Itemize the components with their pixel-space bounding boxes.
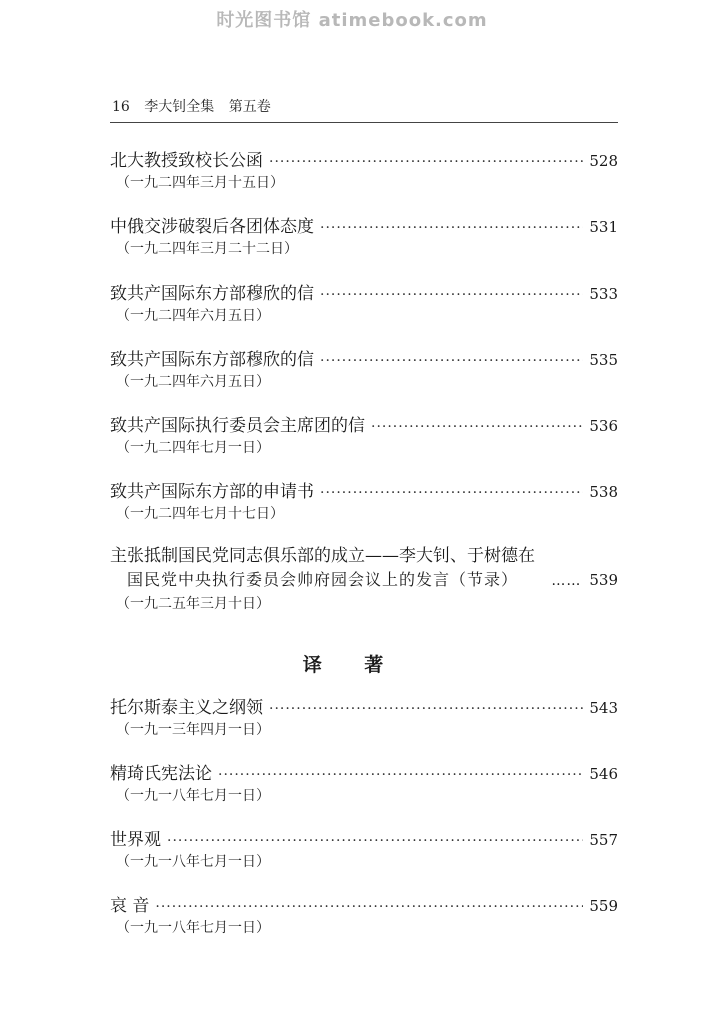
entry-title: 致共产国际东方部穆欣的信 (110, 284, 314, 304)
leader-dots (155, 899, 583, 915)
leader-dots: …… (551, 573, 582, 589)
header-rule (110, 122, 618, 123)
leader-dots (269, 701, 583, 717)
entry-page: 539 (589, 571, 618, 589)
entry-title: 北大教授致校长公函 (110, 151, 263, 171)
toc-entry (110, 477, 618, 525)
leader-dots (320, 353, 583, 369)
toc-entry (110, 541, 618, 615)
entry-date: （一九二四年六月五日） (116, 374, 270, 390)
entry-page: 533 (589, 285, 618, 303)
entry-title: 哀 音 (110, 896, 150, 916)
leader-dots (167, 833, 583, 849)
toc-entry (110, 693, 618, 741)
toc-entry (110, 279, 618, 327)
watermark: 时光图书馆 atimebook.com (216, 10, 488, 31)
entry-title: 世界观 (110, 830, 161, 850)
entry-date: （一九二五年三月十日） (116, 596, 270, 612)
entry-page: 538 (589, 483, 618, 501)
entry-title: 托尔斯泰主义之纲领 (110, 698, 263, 718)
leader-dots (218, 767, 583, 783)
entry-page: 559 (589, 897, 618, 915)
section-heading: 译 著 (302, 654, 402, 676)
entry-title-continued: 国民党中央执行委员会帅府园会议上的发言（节录） (127, 570, 519, 589)
entry-title: 中俄交涉破裂后各团体态度 (110, 217, 314, 237)
entry-date: （一九一八年七月一日） (116, 854, 270, 870)
toc-entry (110, 759, 618, 807)
leader-dots (269, 154, 583, 170)
entry-date: （一九一三年四月一日） (116, 722, 270, 738)
entry-page: 535 (589, 351, 618, 369)
entry-title: 致共产国际东方部的申请书 (110, 482, 314, 502)
entry-title: 致共产国际东方部穆欣的信 (110, 350, 314, 370)
entry-title: 致共产国际执行委员会主席团的信 (110, 416, 365, 436)
entry-date: （一九二四年三月二十二日） (116, 241, 298, 257)
entry-date: （一九二四年七月十七日） (116, 506, 284, 522)
running-head (112, 96, 271, 116)
entry-page: 536 (589, 417, 618, 435)
entry-page: 546 (589, 765, 618, 783)
entry-title: 主张抵制国民党同志俱乐部的成立——李大钊、于树德在 (110, 546, 535, 566)
leader-dots (320, 287, 583, 303)
volume-label: 第五卷 (228, 99, 271, 115)
toc-entry (110, 345, 618, 393)
toc-entry (110, 891, 618, 939)
entry-page: 531 (589, 218, 618, 236)
toc-entry (110, 825, 618, 873)
entry-page: 557 (589, 831, 618, 849)
toc-entry (110, 212, 618, 260)
toc-entry (110, 411, 618, 459)
entry-page: 528 (589, 152, 618, 170)
entry-page: 543 (589, 699, 618, 717)
entry-date: （一九二四年七月一日） (116, 440, 270, 456)
book-title: 李大钊全集 (144, 99, 215, 115)
entry-title: 精琦氏宪法论 (110, 764, 212, 784)
entry-date: （一九二四年六月五日） (116, 308, 270, 324)
leader-dots (320, 485, 583, 501)
entry-date: （一九二四年三月十五日） (116, 175, 284, 191)
page-number: 16 (112, 99, 130, 115)
toc-entry (110, 146, 618, 194)
leader-dots (320, 220, 583, 236)
entry-date: （一九一八年七月一日） (116, 788, 270, 804)
entry-date: （一九一八年七月一日） (116, 920, 270, 936)
leader-dots (371, 419, 583, 435)
